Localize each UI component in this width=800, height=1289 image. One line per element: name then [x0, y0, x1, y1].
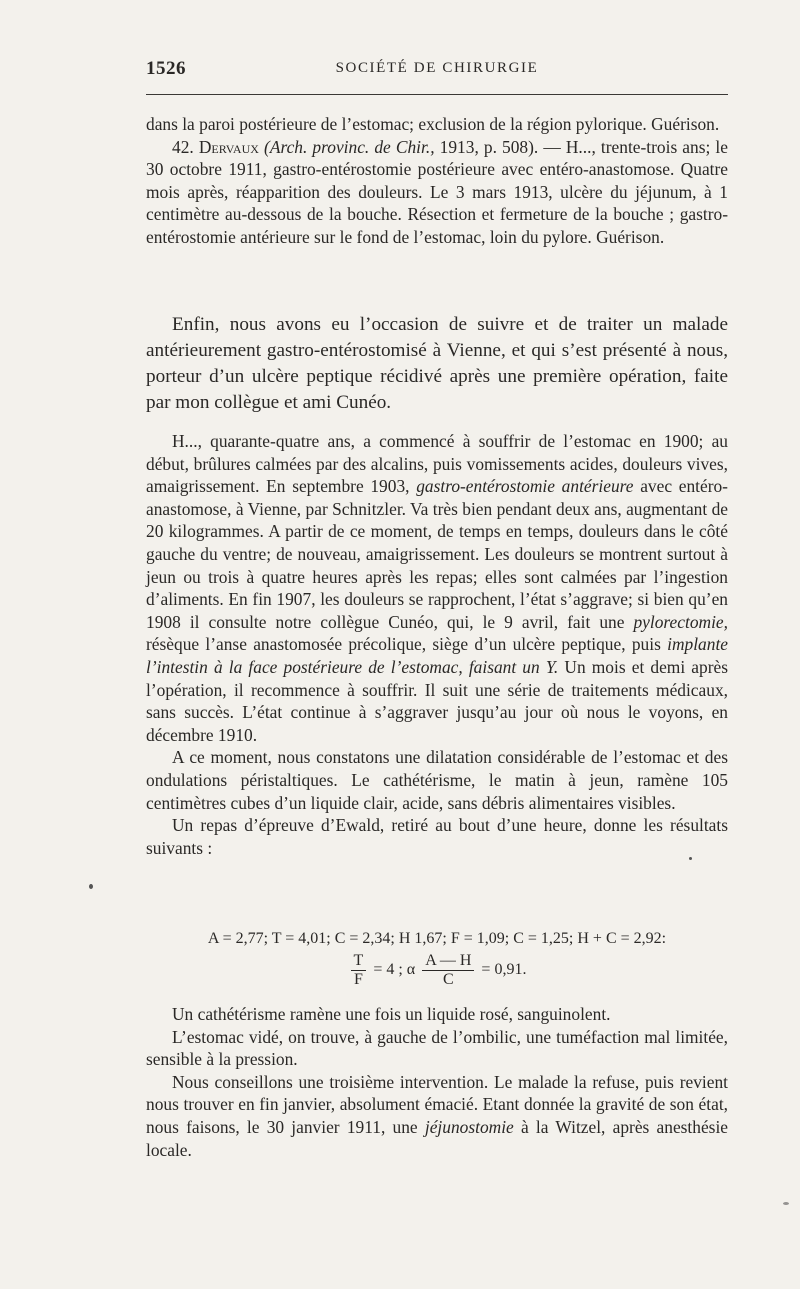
- ink-speck: [689, 857, 692, 860]
- formula-line-2: [146, 952, 728, 989]
- continuation-paragraph-1: Un cathétérisme ramène une fois un liquide rosé, sanguinolent.: [172, 1004, 611, 1024]
- observation-italic: pylorectomie,: [633, 611, 728, 632]
- continuation-paragraph-2: L’estomac vidé, on trouve, à gauche de l’ombilic, une tuméfaction mal limitée, sensible à la pression.: [146, 1026, 728, 1070]
- fraction-denominator: F: [353, 971, 363, 988]
- observation-italic: gastro-entérostomie antérieure: [416, 476, 634, 497]
- continuation-text: Nous conseillons une troisième intervention. Le malade la refuse, puis revient nous trouver en fin janvier, absolument émacié. Etant donnée la gravité de son état, nous faisons, le 30 janvier 1911, une: [146, 1071, 728, 1137]
- fraction-t-over-f: [351, 952, 367, 989]
- observation-text: Un mois et demi après l’opération, il recommence à souffrir. Il suit une série de traitements médicaux, sans succès. L’état continue à s’aggraver jusqu’au jour où nous le voyons, en décembre 1910.: [146, 656, 728, 745]
- continuation-block: [146, 1003, 728, 1161]
- observation-text: résèque l’anse anastomosée précolique, siège d’un ulcère peptique, puis: [146, 634, 661, 655]
- observation-paragraph-3: Un repas d’épreuve d’Ewald, retiré au bout d’une heure, donne les résultats suivants :: [146, 815, 728, 858]
- observation-text: H..., quarante-quatre ans, a commencé à souffrir de l’estomac en 1900; au début, brûlures calmées par des alcalins, puis vomissements acides, douleurs vives, amaigrissement. En septembre 1903,: [146, 431, 728, 497]
- page-header: [146, 58, 728, 82]
- continuation-italic: jéjunostomie: [424, 1116, 514, 1137]
- fraction-numerator: T: [351, 952, 367, 971]
- intro-paragraph: Enfin, nous avons eu l’occasion de suivre et de traiter un malade antérieurement gastro-entérostomisé à Vienne, et qui s’est présenté à nous, porteur d’un ulcère peptique récidivé après une première opération, faite par mon collègue et ami Cunéo.: [146, 314, 728, 413]
- formula-middle: = 4 ; α: [373, 961, 416, 979]
- running-head: SOCIÉTÉ DE CHIRURGIE: [335, 60, 539, 76]
- continuation-text: à la Witzel, après anesthésie locale.: [146, 1116, 728, 1160]
- formula-line-1: A = 2,77; T = 4,01; C = 2,34; H 1,67; F = 1,09; C = 1,25; H + C = 2,92:: [207, 930, 667, 947]
- ink-speck: [89, 884, 93, 889]
- case-source: (Arch. provinc. de Chir.,: [264, 136, 435, 157]
- case-41-ending: dans la paroi postérieure de l’estomac; exclusion de la région pylorique. Guérison.: [146, 114, 720, 134]
- fraction-numerator: A — H: [422, 952, 474, 971]
- observation-block: [146, 430, 728, 859]
- case-list-block: [146, 113, 728, 249]
- continuation-paragraph-3: [146, 1071, 728, 1161]
- observation-paragraph-1: [146, 430, 728, 746]
- fraction-a-minus-h-over-c: [422, 952, 474, 989]
- case-author: Dervaux: [198, 136, 259, 157]
- case-text: 1913, p. 508). — H..., trente-trois ans; le 30 octobre 1911, gastro-entérostomie postérieure avec entéro-anastomose. Quatre mois après, réapparition des douleurs. Le 3 mars 1913, ulcère du jéjunum, à 1 centimètre au-dessous de la bouche. Résection et fermeture de la bouche ; gastro-entérostomie antérieure sur le fond de l’estomac, loin du pylore. Guérison.: [146, 136, 728, 247]
- page-number: 1526: [146, 58, 186, 79]
- observation-italic: implante l’intestin à la face postérieure de l’estomac, faisant un Y.: [146, 634, 728, 677]
- case-42-entry: [146, 136, 728, 249]
- intro-paragraph-block: [146, 312, 728, 416]
- header-rule: [146, 94, 728, 95]
- fraction-denominator: C: [442, 971, 454, 988]
- case-number: 42.: [172, 136, 194, 157]
- observation-text: avec entéro-anastomose, à Vienne, par Schnitzler. Va très bien pendant deux ans, augmentant de 20 kilogrammes. A partir de ce moment, de temps en temps, douleurs dans le côté gauche du ventre; de nouveau, amaigrissement. Les douleurs se montrent surtout à jeun ou trois à quatre heures après les repas; elles sont calmées par l’ingestion d’aliments. En fin 1907, les douleurs se rapprochent, l’état s’aggrave; si bien qu’en 1908 il consulte notre collègue Cunéo, qui, le 9 avril, fait une: [146, 476, 728, 632]
- formula-result: = 0,91.: [481, 961, 527, 979]
- observation-paragraph-2: A ce moment, nous constatons une dilatation considérable de l’estomac et des ondulations péristaltiques. Le cathétérisme, le matin à jeun, ramène 105 centimètres cubes d’un liquide clair, acide, sans débris alimentaires visibles.: [146, 747, 728, 813]
- ink-speck: [783, 1202, 789, 1205]
